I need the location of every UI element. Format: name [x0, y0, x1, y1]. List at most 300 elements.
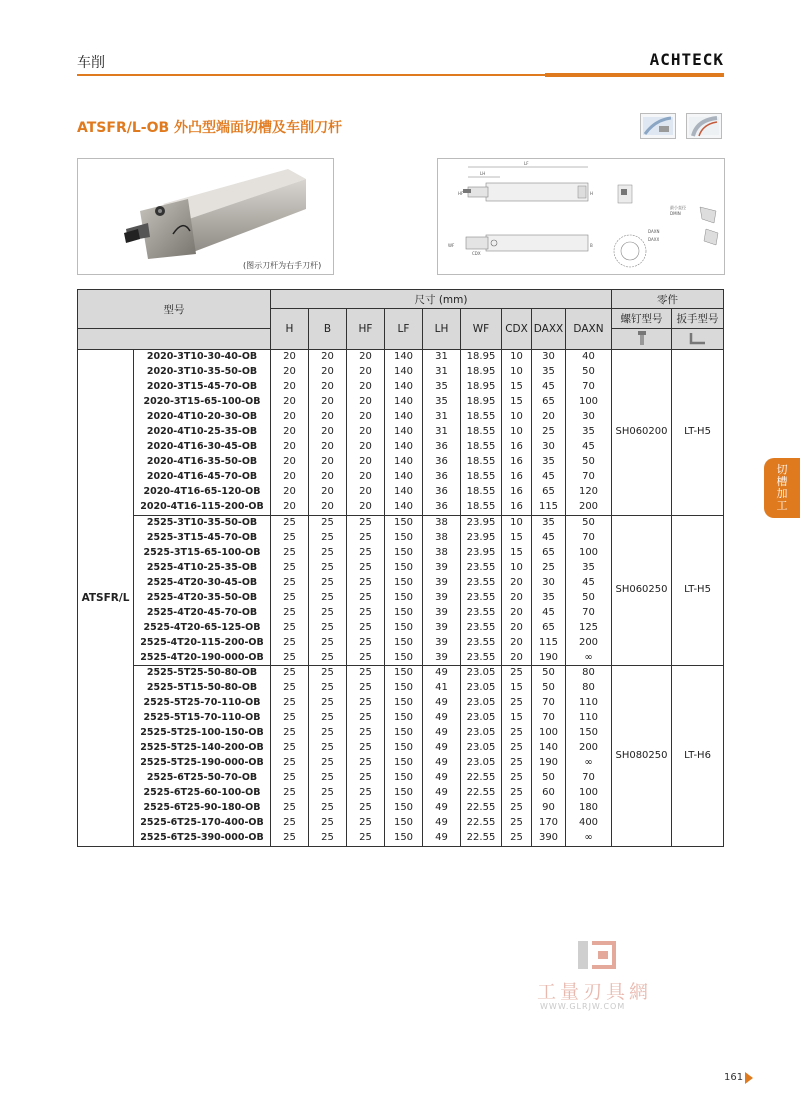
value-cell: 150 [385, 665, 423, 680]
value-cell: 25 [271, 726, 309, 741]
value-cell: 36 [423, 500, 461, 515]
model-cell: 2020-3T15-65-100-OB [134, 395, 271, 410]
value-cell: 40 [566, 350, 612, 365]
value-cell: 25 [271, 650, 309, 665]
value-cell: 23.05 [461, 665, 502, 680]
model-cell: 2020-3T10-30-40-OB [134, 350, 271, 365]
value-cell: 140 [385, 500, 423, 515]
value-cell: 20 [309, 350, 347, 365]
value-cell: 18.55 [461, 455, 502, 470]
value-cell: 25 [309, 635, 347, 650]
dim-lf: LF [524, 161, 529, 166]
value-cell: 20 [502, 650, 532, 665]
value-cell: 25 [502, 816, 532, 831]
value-cell: 25 [271, 665, 309, 680]
value-cell: 100 [566, 786, 612, 801]
col-h: H [271, 309, 309, 350]
value-cell: 20 [271, 440, 309, 455]
value-cell: 20 [347, 485, 385, 500]
value-cell: 25 [347, 530, 385, 545]
col-hf: HF [347, 309, 385, 350]
value-cell: 20 [347, 425, 385, 440]
value-cell: 23.95 [461, 515, 502, 530]
watermark-url: WWW.GLRJW.COM [540, 1002, 626, 1011]
label-daxx: DAXX [648, 237, 660, 242]
value-cell: 23.95 [461, 545, 502, 560]
value-cell: 25 [309, 620, 347, 635]
value-cell: 25 [271, 786, 309, 801]
col-b: B [309, 309, 347, 350]
label-dmin: DMIN [670, 211, 681, 216]
face-grooving-icon [640, 113, 676, 139]
value-cell: 25 [309, 515, 347, 530]
value-cell: 150 [385, 545, 423, 560]
value-cell: 150 [385, 741, 423, 756]
value-cell: 70 [566, 605, 612, 620]
value-cell: 25 [347, 590, 385, 605]
technical-drawing [437, 158, 725, 275]
value-cell: 23.05 [461, 696, 502, 711]
value-cell: 18.95 [461, 365, 502, 380]
value-cell: 150 [385, 590, 423, 605]
value-cell: 25 [309, 605, 347, 620]
value-cell: 25 [347, 665, 385, 680]
value-cell: 25 [309, 681, 347, 696]
value-cell: 150 [385, 635, 423, 650]
value-cell: 20 [271, 485, 309, 500]
value-cell: 65 [532, 620, 566, 635]
value-cell: 25 [502, 756, 532, 771]
value-cell: 23.05 [461, 726, 502, 741]
value-cell: 80 [566, 665, 612, 680]
value-cell: 10 [502, 365, 532, 380]
value-cell: 15 [502, 545, 532, 560]
value-cell: 31 [423, 425, 461, 440]
model-cell: 2525-5T25-100-150-OB [134, 726, 271, 741]
value-cell: 25 [347, 726, 385, 741]
model-cell: 2525-3T10-35-50-OB [134, 515, 271, 530]
model-cell: 2020-3T15-45-70-OB [134, 380, 271, 395]
value-cell: 25 [271, 756, 309, 771]
value-cell: 150 [385, 575, 423, 590]
model-cell: 2525-4T20-65-125-OB [134, 620, 271, 635]
value-cell: 70 [532, 711, 566, 726]
value-cell: 150 [385, 771, 423, 786]
model-cell: 2020-4T10-20-30-OB [134, 410, 271, 425]
model-cell: 2525-5T25-190-000-OB [134, 756, 271, 771]
value-cell: 140 [385, 455, 423, 470]
value-cell: 150 [385, 560, 423, 575]
value-cell: 20 [309, 365, 347, 380]
value-cell: 10 [502, 425, 532, 440]
value-cell: 150 [385, 530, 423, 545]
col-daxx: DAXX [532, 309, 566, 350]
value-cell: 170 [532, 816, 566, 831]
value-cell: 45 [532, 470, 566, 485]
value-cell: ∞ [566, 650, 612, 665]
value-cell: 150 [385, 786, 423, 801]
value-cell: 25 [502, 831, 532, 846]
value-cell: 25 [309, 726, 347, 741]
value-cell: 150 [385, 726, 423, 741]
value-cell: 20 [271, 410, 309, 425]
value-cell: 70 [566, 380, 612, 395]
value-cell: 20 [309, 485, 347, 500]
value-cell: 25 [309, 650, 347, 665]
dim-hf: HF [458, 191, 464, 196]
value-cell: 65 [532, 545, 566, 560]
value-cell: 90 [532, 801, 566, 816]
watermark-text: 工量刃具網 [537, 981, 653, 1003]
value-cell: 200 [566, 500, 612, 515]
value-cell: 49 [423, 665, 461, 680]
value-cell: 20 [271, 395, 309, 410]
value-cell: 20 [309, 380, 347, 395]
value-cell: 49 [423, 726, 461, 741]
value-cell: 150 [385, 711, 423, 726]
value-cell: 23.55 [461, 560, 502, 575]
col-wf: WF [461, 309, 502, 350]
value-cell: 22.55 [461, 801, 502, 816]
col-size-group-header: 尺寸 (mm) [271, 290, 612, 309]
value-cell: 25 [502, 741, 532, 756]
value-cell: 35 [532, 365, 566, 380]
value-cell: 18.55 [461, 425, 502, 440]
value-cell: 125 [566, 620, 612, 635]
value-cell: 22.55 [461, 771, 502, 786]
dim-b: B [590, 243, 593, 248]
value-cell: 25 [347, 635, 385, 650]
dim-lh: LH [480, 171, 486, 176]
value-cell: 25 [271, 545, 309, 560]
value-cell: 60 [532, 786, 566, 801]
value-cell: 35 [566, 560, 612, 575]
value-cell: 20 [347, 395, 385, 410]
value-cell: 150 [566, 726, 612, 741]
value-cell: 23.55 [461, 605, 502, 620]
value-cell: 20 [347, 470, 385, 485]
value-cell: 25 [309, 696, 347, 711]
value-cell: 150 [385, 681, 423, 696]
value-cell: 20 [309, 425, 347, 440]
screw-cell: SH060250 [612, 515, 672, 665]
value-cell: 35 [566, 425, 612, 440]
value-cell: 49 [423, 696, 461, 711]
value-cell: 25 [347, 605, 385, 620]
value-cell: 20 [502, 620, 532, 635]
value-cell: 23.05 [461, 756, 502, 771]
watermark-logo [574, 939, 620, 977]
value-cell: 20 [347, 380, 385, 395]
value-cell: 25 [532, 425, 566, 440]
value-cell: 18.55 [461, 470, 502, 485]
model-cell: 2020-4T16-35-50-OB [134, 455, 271, 470]
value-cell: 25 [502, 801, 532, 816]
value-cell: 49 [423, 756, 461, 771]
value-cell: 35 [532, 515, 566, 530]
value-cell: 16 [502, 455, 532, 470]
value-cell: 150 [385, 605, 423, 620]
label-daxn: DAXN [648, 229, 660, 234]
header-divider-accent [545, 73, 724, 77]
value-cell: 25 [347, 696, 385, 711]
value-cell: 39 [423, 650, 461, 665]
chapter-tab[interactable]: 切槽加工 [764, 458, 800, 518]
value-cell: 190 [532, 650, 566, 665]
value-cell: 25 [309, 530, 347, 545]
model-cell: 2525-4T20-30-45-OB [134, 575, 271, 590]
brand-logo: ACHTECK [649, 50, 724, 69]
value-cell: 70 [566, 530, 612, 545]
value-cell: 25 [347, 786, 385, 801]
value-cell: 18.55 [461, 500, 502, 515]
value-cell: 20 [271, 350, 309, 365]
dim-cdx: CDX [472, 251, 481, 256]
col-model-header: 型号 [78, 290, 271, 329]
value-cell: 16 [502, 485, 532, 500]
value-cell: 15 [502, 530, 532, 545]
value-cell: 25 [271, 635, 309, 650]
value-cell: 41 [423, 681, 461, 696]
value-cell: 110 [566, 696, 612, 711]
value-cell: 70 [566, 771, 612, 786]
value-cell: 20 [347, 365, 385, 380]
value-cell: 25 [271, 605, 309, 620]
value-cell: 150 [385, 696, 423, 711]
value-cell: 18.95 [461, 395, 502, 410]
value-cell: 31 [423, 350, 461, 365]
value-cell: 25 [347, 741, 385, 756]
value-cell: 25 [271, 681, 309, 696]
value-cell: 35 [532, 590, 566, 605]
next-arrow-icon[interactable] [745, 1072, 753, 1084]
value-cell: 39 [423, 560, 461, 575]
value-cell: 25 [309, 771, 347, 786]
value-cell: 49 [423, 741, 461, 756]
value-cell: 120 [566, 485, 612, 500]
value-cell: 49 [423, 816, 461, 831]
value-cell: 23.55 [461, 620, 502, 635]
model-cell: 2525-6T25-390-000-OB [134, 831, 271, 846]
value-cell: 25 [309, 801, 347, 816]
value-cell: 20 [271, 380, 309, 395]
value-cell: 45 [566, 440, 612, 455]
value-cell: 25 [502, 771, 532, 786]
spec-table [77, 289, 724, 847]
value-cell: 140 [385, 365, 423, 380]
value-cell: 49 [423, 801, 461, 816]
value-cell: 15 [502, 395, 532, 410]
value-cell: 25 [271, 696, 309, 711]
value-cell: 20 [347, 350, 385, 365]
value-cell: 140 [385, 395, 423, 410]
value-cell: 150 [385, 756, 423, 771]
value-cell: 100 [566, 545, 612, 560]
dim-h: H [590, 191, 594, 196]
value-cell: 25 [309, 711, 347, 726]
value-cell: 20 [309, 410, 347, 425]
value-cell: 150 [385, 816, 423, 831]
value-cell: 25 [309, 816, 347, 831]
value-cell: 25 [271, 816, 309, 831]
value-cell: 25 [309, 545, 347, 560]
model-cell: 2020-4T10-25-35-OB [134, 425, 271, 440]
section-label: 车削 [77, 55, 105, 71]
value-cell: 22.55 [461, 816, 502, 831]
table-row [78, 665, 724, 680]
spacer-cell [78, 329, 271, 350]
value-cell: 10 [502, 515, 532, 530]
model-cell: 2525-6T25-90-180-OB [134, 801, 271, 816]
value-cell: 25 [271, 801, 309, 816]
value-cell: ∞ [566, 756, 612, 771]
model-cell: 2525-4T20-190-000-OB [134, 650, 271, 665]
value-cell: 180 [566, 801, 612, 816]
value-cell: 18.55 [461, 440, 502, 455]
value-cell: 10 [502, 560, 532, 575]
value-cell: 20 [502, 635, 532, 650]
value-cell: 25 [271, 831, 309, 846]
value-cell: 20 [502, 605, 532, 620]
wrench-cell: LT-H6 [672, 665, 724, 846]
value-cell: 15 [502, 681, 532, 696]
value-cell: 25 [347, 560, 385, 575]
value-cell: 35 [423, 395, 461, 410]
product-photo [77, 158, 334, 275]
value-cell: 23.05 [461, 711, 502, 726]
value-cell: 20 [309, 440, 347, 455]
value-cell: 25 [271, 711, 309, 726]
value-cell: 25 [271, 741, 309, 756]
value-cell: 10 [502, 350, 532, 365]
model-cell: 2525-4T20-35-50-OB [134, 590, 271, 605]
value-cell: 50 [566, 455, 612, 470]
wrench-cell: LT-H5 [672, 515, 724, 665]
model-cell: 2525-6T25-170-400-OB [134, 816, 271, 831]
value-cell: 25 [309, 560, 347, 575]
value-cell: 22.55 [461, 786, 502, 801]
value-cell: 39 [423, 590, 461, 605]
value-cell: 25 [502, 665, 532, 680]
model-cell: 2525-5T15-70-110-OB [134, 711, 271, 726]
value-cell: 30 [566, 410, 612, 425]
value-cell: 20 [271, 365, 309, 380]
value-cell: 20 [271, 455, 309, 470]
value-cell: 20 [347, 455, 385, 470]
value-cell: 25 [347, 575, 385, 590]
value-cell: 25 [309, 665, 347, 680]
value-cell: 50 [566, 365, 612, 380]
value-cell: 20 [309, 470, 347, 485]
value-cell: 20 [309, 500, 347, 515]
value-cell: 35 [532, 455, 566, 470]
value-cell: 25 [502, 726, 532, 741]
value-cell: 45 [566, 575, 612, 590]
value-cell: 23.55 [461, 635, 502, 650]
value-cell: 25 [309, 831, 347, 846]
value-cell: 45 [532, 380, 566, 395]
value-cell: 140 [385, 440, 423, 455]
value-cell: 23.55 [461, 590, 502, 605]
value-cell: 190 [532, 756, 566, 771]
value-cell: 25 [271, 590, 309, 605]
value-cell: 39 [423, 635, 461, 650]
value-cell: 25 [309, 590, 347, 605]
screw-cell: SH060200 [612, 350, 672, 516]
value-cell: 25 [271, 530, 309, 545]
value-cell: 25 [347, 756, 385, 771]
value-cell: 70 [566, 470, 612, 485]
value-cell: 20 [347, 410, 385, 425]
value-cell: 150 [385, 515, 423, 530]
value-cell: 18.55 [461, 410, 502, 425]
value-cell: 50 [532, 771, 566, 786]
value-cell: 390 [532, 831, 566, 846]
model-cell: 2020-4T16-65-120-OB [134, 485, 271, 500]
value-cell: 39 [423, 575, 461, 590]
value-cell: 38 [423, 545, 461, 560]
value-cell: 25 [502, 696, 532, 711]
value-cell: 25 [309, 575, 347, 590]
value-cell: 25 [271, 560, 309, 575]
value-cell: 200 [566, 635, 612, 650]
label-min-diameter: 最小直径 [670, 205, 686, 210]
value-cell: 200 [566, 741, 612, 756]
value-cell: 20 [309, 455, 347, 470]
value-cell: 16 [502, 500, 532, 515]
value-cell: 25 [271, 575, 309, 590]
value-cell: 50 [566, 515, 612, 530]
value-cell: 115 [532, 635, 566, 650]
value-cell: 30 [532, 350, 566, 365]
value-cell: 30 [532, 575, 566, 590]
model-cell: 2525-3T15-65-100-OB [134, 545, 271, 560]
value-cell: 16 [502, 440, 532, 455]
col-cdx: CDX [502, 309, 532, 350]
value-cell: 140 [385, 350, 423, 365]
value-cell: 50 [566, 590, 612, 605]
value-cell: 25 [271, 515, 309, 530]
screw-cell: SH080250 [612, 665, 672, 846]
value-cell: 20 [502, 575, 532, 590]
value-cell: 16 [502, 470, 532, 485]
model-cell: 2525-4T10-25-35-OB [134, 560, 271, 575]
model-cell: 2525-4T20-45-70-OB [134, 605, 271, 620]
model-cell: 2525-5T15-50-80-OB [134, 681, 271, 696]
value-cell: 15 [502, 380, 532, 395]
value-cell: 400 [566, 816, 612, 831]
value-cell: 36 [423, 485, 461, 500]
value-cell: 140 [385, 380, 423, 395]
value-cell: 25 [347, 515, 385, 530]
value-cell: ∞ [566, 831, 612, 846]
value-cell: 49 [423, 711, 461, 726]
value-cell: 20 [309, 395, 347, 410]
value-cell: 45 [532, 605, 566, 620]
wrench-icon [672, 329, 724, 350]
col-lf: LF [385, 309, 423, 350]
value-cell: 110 [566, 711, 612, 726]
value-cell: 140 [532, 741, 566, 756]
value-cell: 20 [271, 500, 309, 515]
model-cell: 2020-3T10-35-50-OB [134, 365, 271, 380]
value-cell: 20 [347, 500, 385, 515]
value-cell: 38 [423, 530, 461, 545]
tool-holder-image [78, 159, 333, 274]
value-cell: 18.55 [461, 485, 502, 500]
value-cell: 23.95 [461, 530, 502, 545]
value-cell: 30 [532, 440, 566, 455]
